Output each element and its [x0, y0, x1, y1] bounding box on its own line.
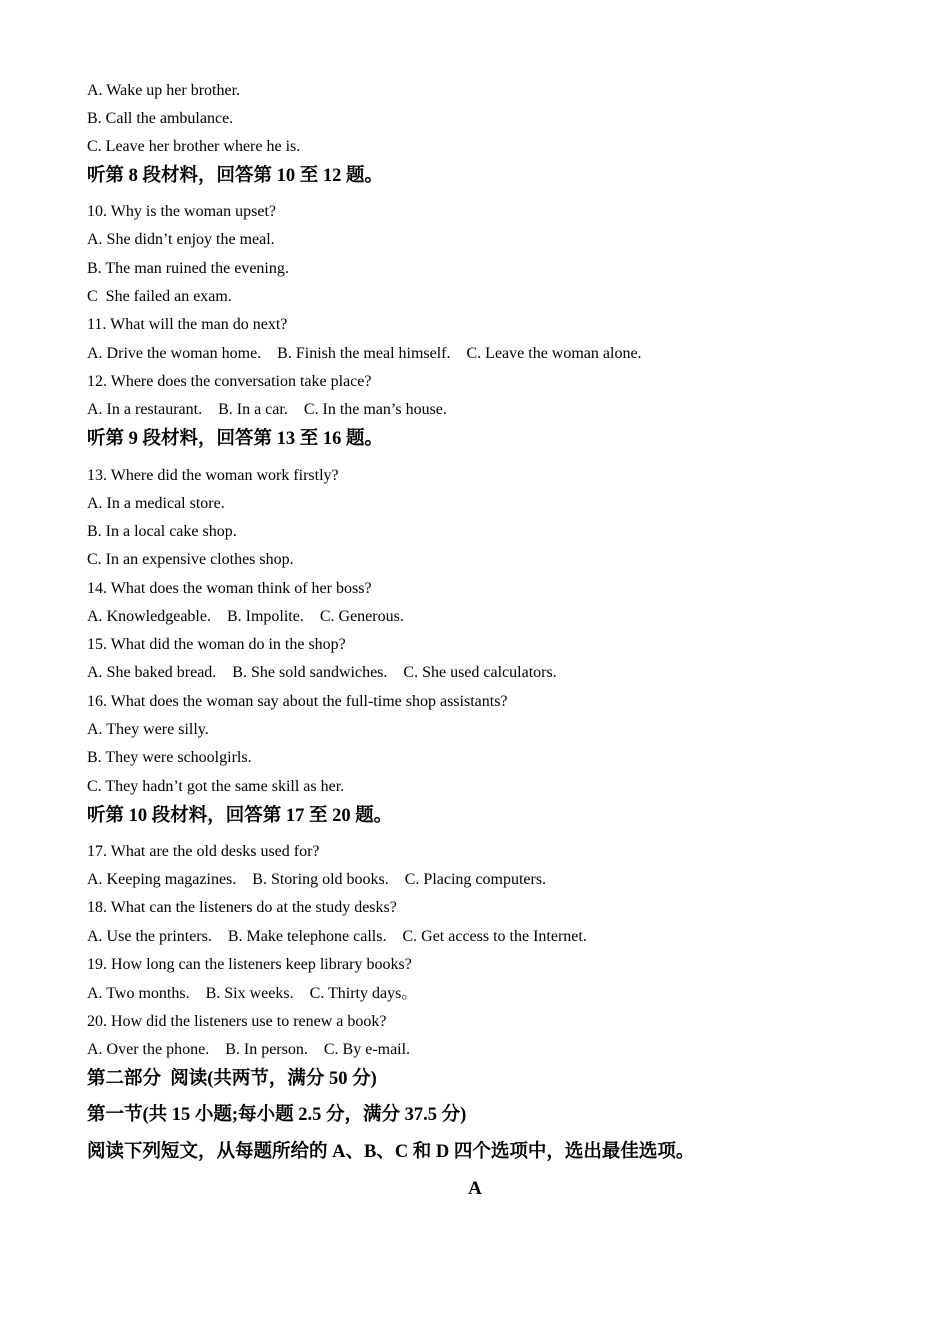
q18-question: 18. What can the listeners do at the study desks? — [87, 899, 397, 916]
q10-question: 10. Why is the woman upset? — [87, 203, 277, 220]
q10-option-b: B. The man ruined the evening. — [87, 260, 289, 277]
q15-options: A. She baked bread. B. She sold sandwiches. C. She used calculators. — [87, 664, 557, 681]
q13-option-c: C. In an expensive clothes shop. — [87, 551, 294, 568]
q10-option-a: A. She didn’t enjoy the meal. — [87, 231, 275, 248]
q17-options: A. Keeping magazines. B. Storing old books. C. Placing computers. — [87, 871, 547, 888]
q16-option-a: A. They were silly. — [87, 721, 209, 738]
q13-option-b: B. In a local cake shop. — [87, 523, 237, 540]
q13-option-a: A. In a medical store. — [87, 495, 225, 512]
part2-instruction: 阅读下列短文，从每题所给的 A、B、C 和 D 四个选项中，选出最佳选项。 — [87, 1142, 695, 1162]
q14-options: A. Knowledgeable. B. Impolite. C. Generous. — [87, 608, 404, 625]
part2-heading: 第二部分 阅读(共两节，满分 50 分) — [87, 1069, 377, 1089]
part2-section1-heading: 第一节(共 15 小题;每小题 2.5 分，满分 37.5 分) — [87, 1105, 467, 1125]
q10-option-c: C She failed an exam. — [87, 288, 232, 305]
q11-options: A. Drive the woman home. B. Finish the meal himself. C. Leave the woman alone. — [87, 345, 642, 362]
q15-question: 15. What did the woman do in the shop? — [87, 636, 346, 653]
section8-heading: 听第 8 段材料，回答第 10 至 12 题。 — [87, 166, 384, 186]
q14-question: 14. What does the woman think of her boss? — [87, 580, 372, 597]
q9-option-b: B. Call the ambulance. — [87, 110, 234, 127]
q12-options: A. In a restaurant. B. In a car. C. In the man’s house. — [87, 401, 447, 418]
section10-heading: 听第 10 段材料，回答第 17 至 20 题。 — [87, 806, 393, 826]
q11-question: 11. What will the man do next? — [87, 316, 288, 333]
q20-options: A. Over the phone. B. In person. C. By e-mail. — [87, 1041, 411, 1058]
q16-option-b: B. They were schoolgirls. — [87, 749, 252, 766]
passage-label: A — [468, 1178, 482, 1199]
q16-option-c: C. They hadn’t got the same skill as her. — [87, 778, 345, 795]
q9-option-c: C. Leave her brother where he is. — [87, 138, 301, 155]
q18-options: A. Use the printers. B. Make telephone calls. C. Get access to the Internet. — [87, 928, 587, 945]
q12-question: 12. Where does the conversation take place? — [87, 373, 372, 390]
q17-question: 17. What are the old desks used for? — [87, 843, 320, 860]
q19-options: A. Two months. B. Six weeks. C. Thirty days。 — [87, 985, 418, 1002]
q16-question: 16. What does the woman say about the full-time shop assistants? — [87, 693, 508, 710]
q20-question: 20. How did the listeners use to renew a book? — [87, 1013, 387, 1030]
q13-question: 13. Where did the woman work firstly? — [87, 467, 339, 484]
q19-question: 19. How long can the listeners keep library books? — [87, 956, 412, 973]
q9-option-a: A. Wake up her brother. — [87, 82, 241, 99]
section9-heading: 听第 9 段材料，回答第 13 至 16 题。 — [87, 429, 384, 449]
